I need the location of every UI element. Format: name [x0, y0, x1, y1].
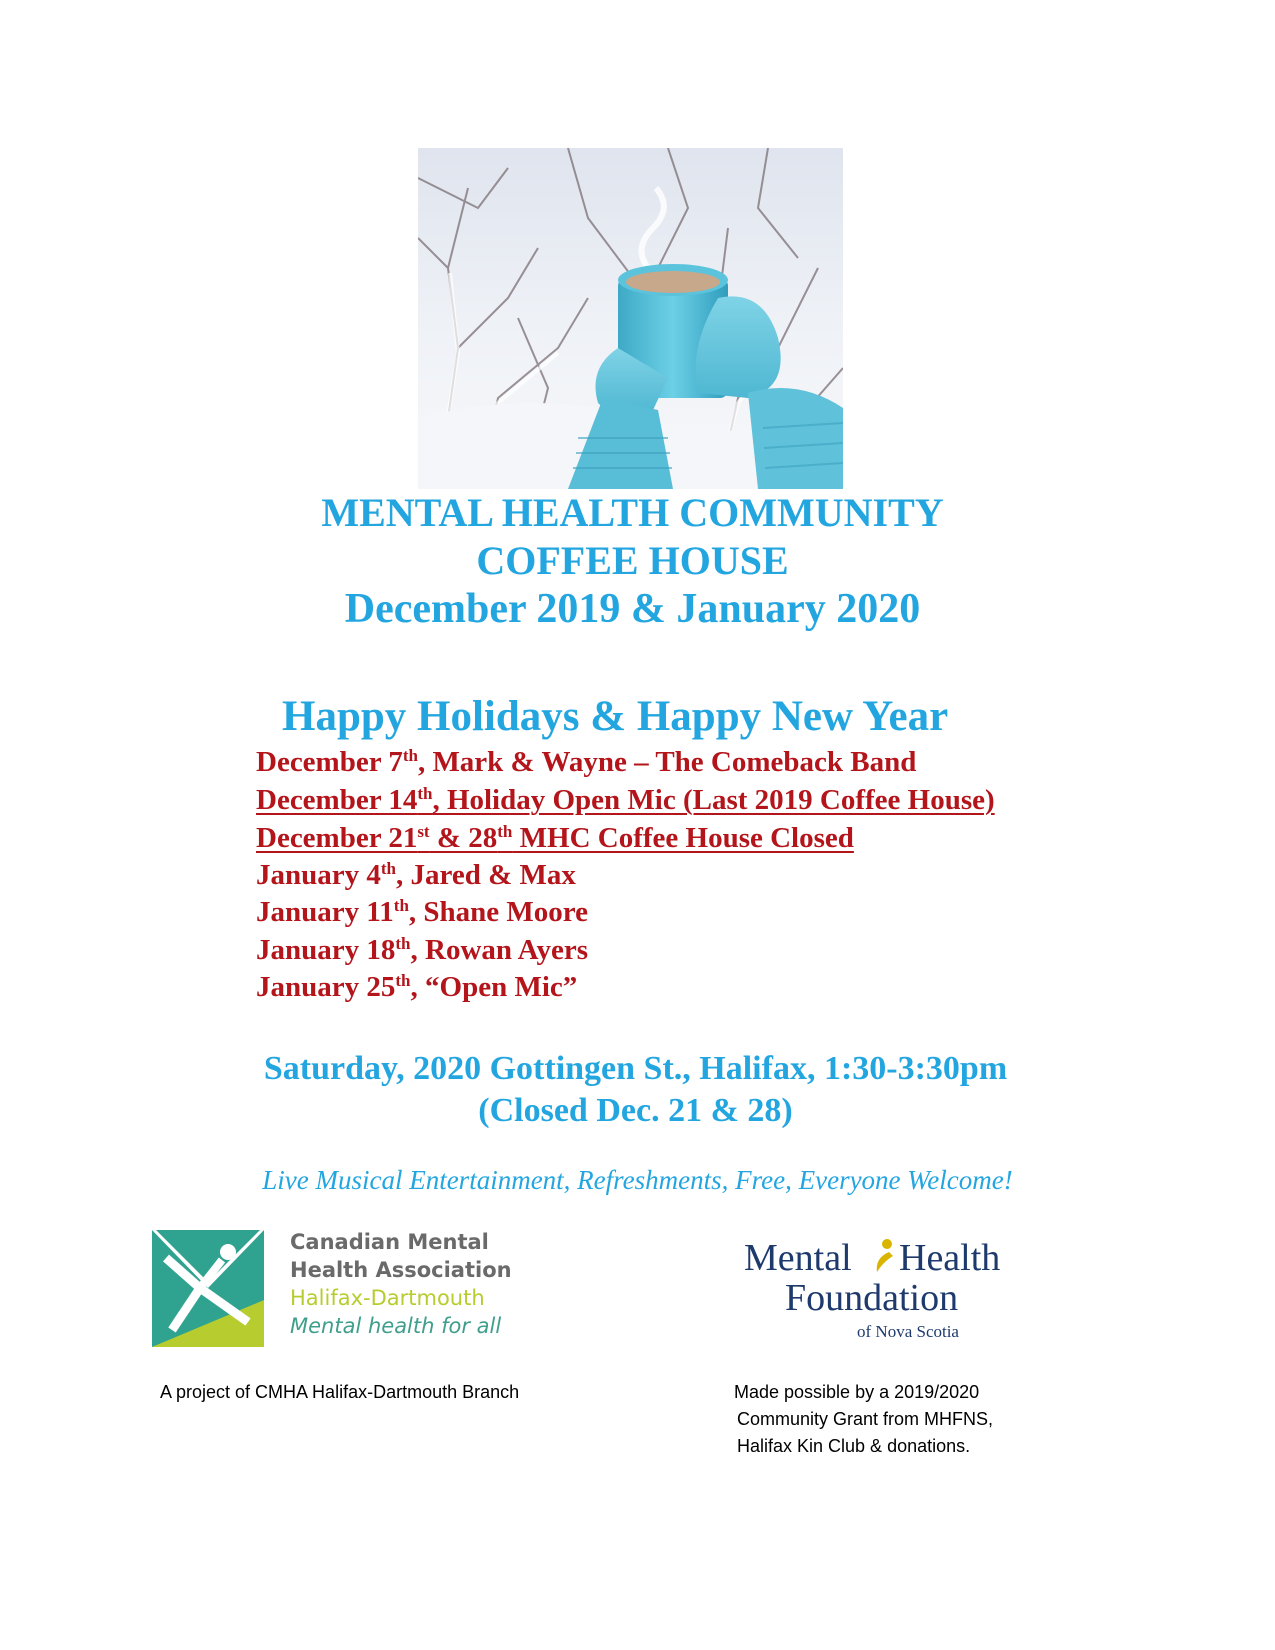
event-item: January 4th, Jared & Max [256, 859, 576, 891]
mhfns-logo [740, 1236, 1040, 1346]
event-item: December 14th, Holiday Open Mic (Last 2019 Coffee House) [256, 784, 995, 816]
mhf-word-health: Health [899, 1237, 1001, 1279]
event-item: January 25th, “Open Mic” [256, 971, 578, 1003]
event-item: January 11th, Shane Moore [256, 896, 589, 928]
location-hours: Saturday, 2020 Gottingen St., Halifax, 1:30-3:30pm [263, 1050, 1008, 1087]
cmha-name-line-1: Canadian Mental [290, 1230, 489, 1254]
cmha-figure-icon [152, 1230, 264, 1347]
tagline: Live Musical Entertainment, Refreshments, Free, Everyone Welcome! [262, 1165, 1013, 1195]
mhf-region: of Nova Scotia [857, 1322, 959, 1341]
footer-funding-line-1: Made possible by a 2019/2020 [734, 1382, 980, 1402]
holiday-greeting: Happy Holidays & Happy New Year [282, 693, 949, 740]
event-item: January 18th, Rowan Ayers [256, 934, 588, 966]
title-line-1: MENTAL HEALTH COMMUNITY [321, 490, 944, 535]
cmha-logo [152, 1226, 528, 1354]
footer-project-note: A project of CMHA Halifax-Dartmouth Branch [160, 1382, 520, 1402]
event-item: December 21st & 28th MHC Coffee House Closed [256, 822, 854, 854]
footer-funding-line-3: Halifax Kin Club & donations. [737, 1436, 971, 1456]
title-line-2: COFFEE HOUSE [476, 538, 789, 583]
closure-note: (Closed Dec. 21 & 28) [478, 1092, 793, 1129]
mhf-word-mental: Mental [744, 1237, 852, 1279]
winter-coffee-photo [418, 148, 843, 489]
cmha-branch: Halifax-Dartmouth [290, 1286, 485, 1310]
cmha-slogan: Mental health for all [290, 1314, 502, 1338]
title-date-range: December 2019 & January 2020 [344, 586, 921, 632]
mhf-word-foundation: Foundation [785, 1277, 959, 1319]
footer-funding-line-2: Community Grant from MHFNS, [737, 1409, 994, 1429]
cmha-name-line-2: Health Association [290, 1258, 512, 1282]
mhf-figure-icon [871, 1238, 897, 1274]
event-item: December 7th, Mark & Wayne – The Comeback Band [256, 746, 917, 778]
